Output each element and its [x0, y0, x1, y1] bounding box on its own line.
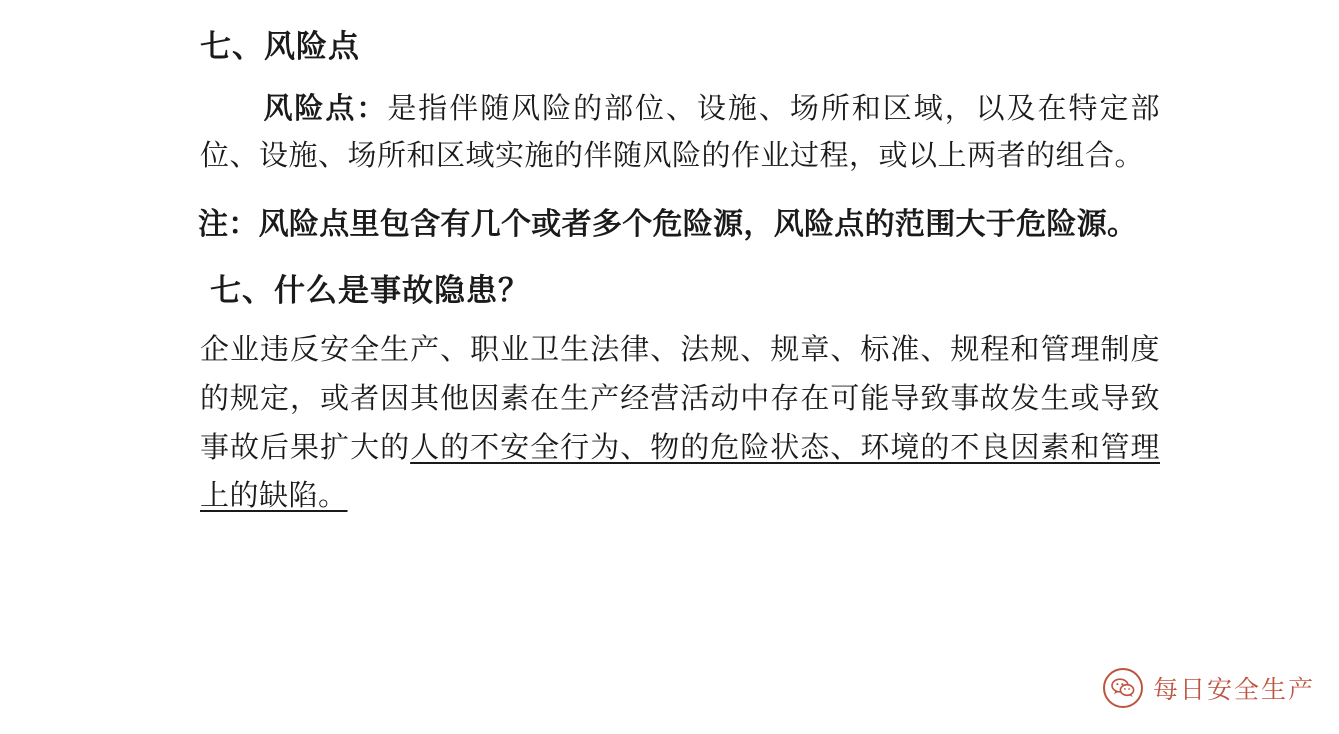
paragraph-risk-point-definition: [200, 86, 1160, 180]
section-heading-accident-hazard: 七、什么是事故隐患？: [210, 273, 530, 309]
paragraph-text-plain: 企业违反安全生产、职业卫生法律、法规、规章、标准、规程和管理制度的规定，或者因其他因素在生产经营活动中存在可能导致事故发生或导致事故后果扩大的: [200, 334, 1160, 464]
note-risk-point: 注：风险点里包含有几个或者多个危险源，风险点的范围大于危险源。: [198, 207, 1138, 241]
paragraph-accident-hazard-definition: [200, 326, 1160, 521]
wechat-icon: [1103, 668, 1143, 708]
document-body: [200, 26, 1160, 521]
paragraph-text: 是指伴随风险的部位、设施、场所和区域，以及在特定部位、设施、场所和区域实施的伴随风险的作业过程，或以上两者的组合。: [200, 92, 1160, 172]
watermark: [1103, 668, 1315, 708]
term-risk-point: 风险点：: [262, 92, 388, 125]
section-heading-risk-point: 七、风险点: [200, 29, 360, 64]
paragraph-text-underlined: 人的不安全行为、物的危险状态、环境的不良因素和管理上的缺陷。: [200, 431, 1160, 513]
watermark-label: 每日安全生产: [1152, 676, 1315, 704]
